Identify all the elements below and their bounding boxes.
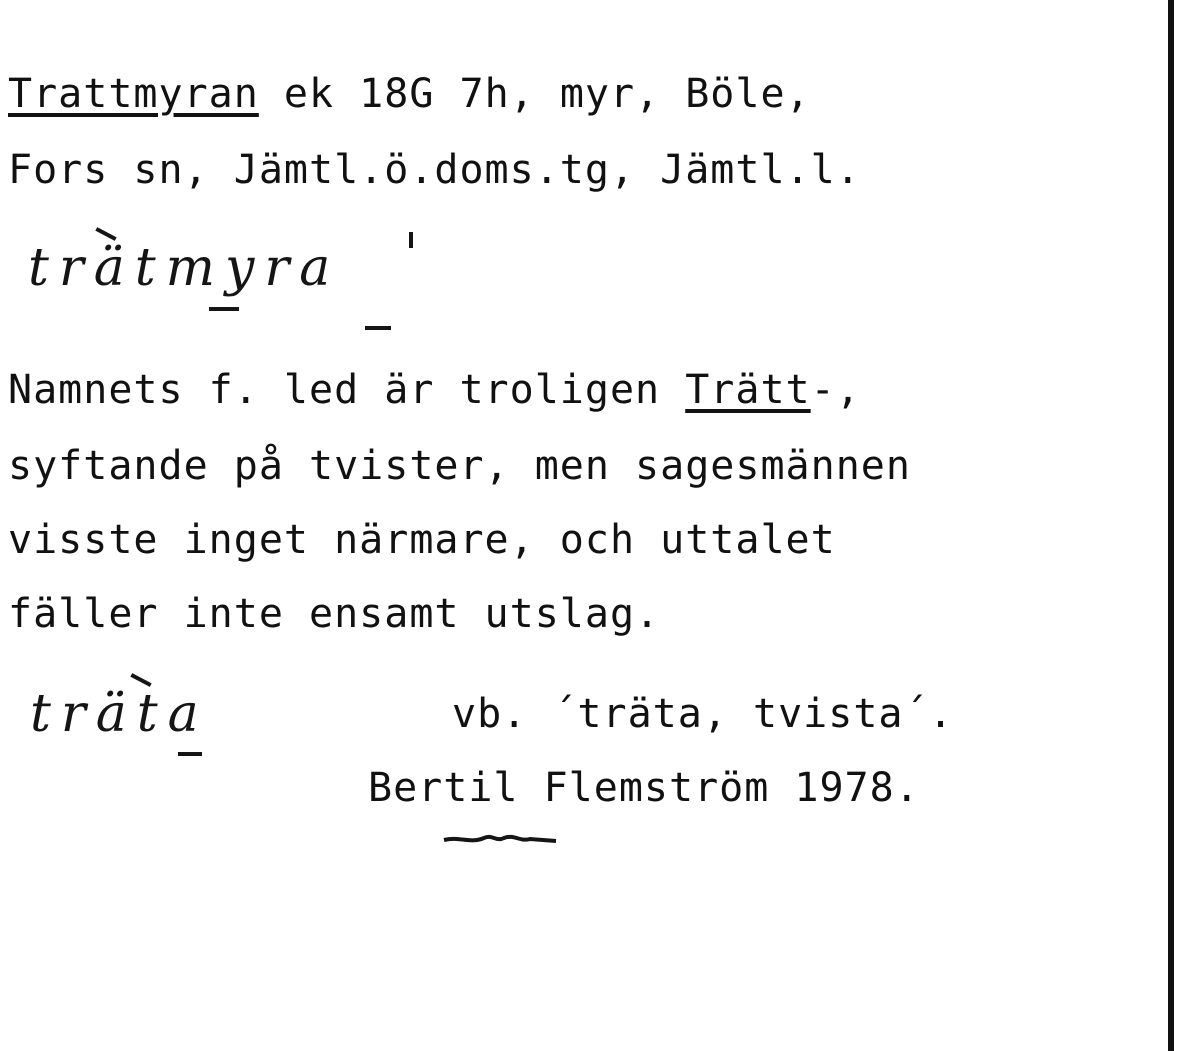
- handwritten-dialect-word: träta: [30, 684, 209, 744]
- handwritten-scribble-mark: [440, 826, 560, 850]
- underlined-element: Trätt: [685, 367, 811, 413]
- dialect-underline-t: [178, 752, 202, 756]
- card-edge-rule: [1168, 0, 1174, 1051]
- entry-parish-line: Fors sn, Jämtl.ö.doms.tg, Jämtl.l.: [8, 147, 861, 193]
- headword: Trattmyran: [8, 71, 259, 117]
- pronunciation-underline-y: [365, 326, 391, 330]
- accent-tick-mark: [409, 232, 413, 248]
- entry-location: ek 18G 7h, myr, Böle,: [258, 71, 811, 117]
- pronunciation-underline-t: [209, 307, 239, 311]
- note-line-2: syftande på tvister, men sagesmännen: [8, 443, 911, 489]
- gloss-line: vb. ´träta, tvista´.: [452, 691, 954, 737]
- entry-heading-line: [8, 70, 811, 118]
- note-text: Namnets f. led är troligen: [8, 367, 686, 413]
- note-line-4: fäller inte ensamt utslag.: [8, 591, 661, 637]
- note-line-3: visste inget närmare, och uttalet: [8, 517, 836, 563]
- author-line: Bertil Flemström 1978.: [368, 765, 920, 811]
- handwritten-pronunciation: trätmyra: [28, 238, 341, 298]
- note-text: -,: [810, 367, 861, 413]
- note-line-1: [8, 366, 861, 414]
